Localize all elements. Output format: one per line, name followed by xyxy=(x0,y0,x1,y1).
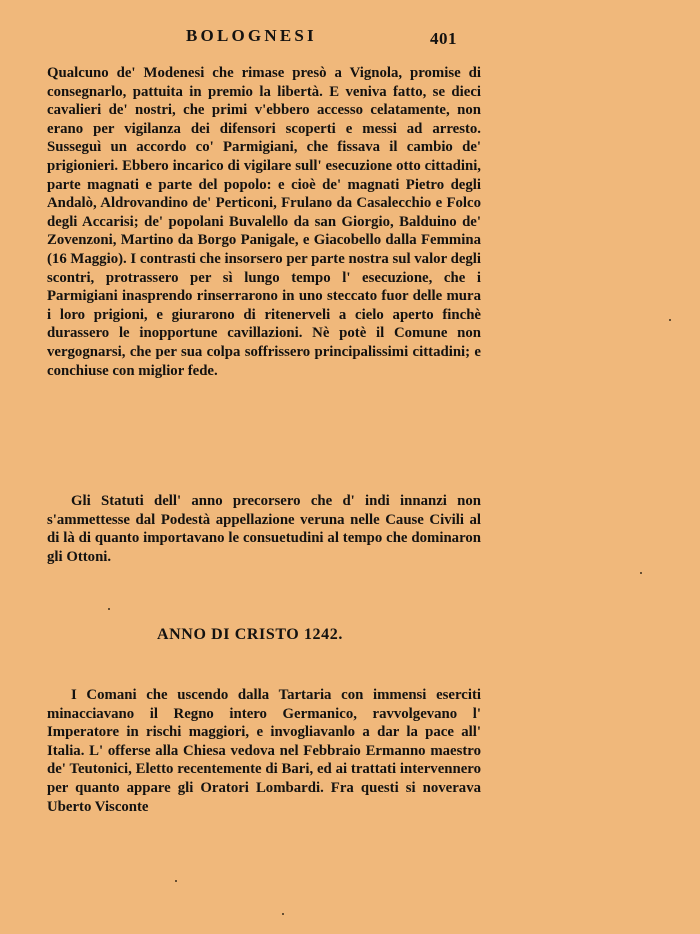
page-number: 401 xyxy=(430,29,457,48)
running-head xyxy=(0,26,700,50)
paper-speck xyxy=(282,913,284,915)
paper-speck xyxy=(175,880,177,882)
body-paragraph-1 xyxy=(47,64,481,380)
body-paragraph-3 xyxy=(47,686,481,816)
section-heading: ANNO DI CRISTO 1242. xyxy=(157,626,343,643)
running-title: BOLOGNESI xyxy=(186,26,317,45)
paragraph-text: I Comani che uscendo dalla Tartaria con immensi eserciti minacciavano il Regno intero Germanico, ravvolgevano l' Imperatore in rischi maggiori, e invogliavanlo a dar la pace all' Italia. L' offerse alla Chiesa vedova nel Febbraio Ermanno maestro de' Teutonici, Eletto recentemente di Bari, ed ai trattati intervennero per quanto appare gli Oratori Lombardi. Fra questi si noverava Uberto Visconte xyxy=(47,687,481,815)
paragraph-text: Qualcuno de' Modenesi che rimase presò a Vignola, promise di consegnarlo, pattuita in premio la libertà. E veniva fatto, se dieci cavalieri de' nostri, che primi v'ebbero accesso celatamente, non erano per vigilanza dei difensori scoperti e messi ad arresto. Susseguì un accordo co' Parmigiani, che fissava il cambio de' prigionieri. Ebbero incarico di vigilare sull' esecuzione otto cittadini, parte magnati e parte del popolo: e cioè de' magnati Pietro degli Andalò, Aldrovandino de' Perticoni, Frulano da Casalecchio e Folco degli Accarisi; de' popolani Buvalello da san Giorgio, Balduino de' Zovenzoni, Martino da Borgo Panigale, e Giacobello dalla Femmina (16 Maggio). I contrasti che insorsero per parte nostra sul valor degli scontri, protrassero per sì lungo tempo l' esecuzione, che i Parmigiani inasprendo rinserrarono in uno steccato fuor delle mura i loro prigioni, e giurarono di ritenerveli a cielo aperto finchè durassero le inopportune cavillazioni. Nè potè il Comune non vergognarsi, che per sua colpa soffrissero principalissimi cittadini; e conchiuse con miglior fede. xyxy=(47,65,482,379)
paper-speck xyxy=(640,572,642,574)
paragraph-text: Gli Statuti dell' anno precorsero che d' indi innanzi non s'ammettesse dal Podestà appellazione veruna nelle Cause Civili al di là di quanto importavano le consuetudini al tempo che dominaron gli Ottoni. xyxy=(47,493,481,565)
paper-speck xyxy=(108,608,110,610)
paper-speck xyxy=(669,319,671,321)
body-paragraph-2 xyxy=(47,492,481,566)
